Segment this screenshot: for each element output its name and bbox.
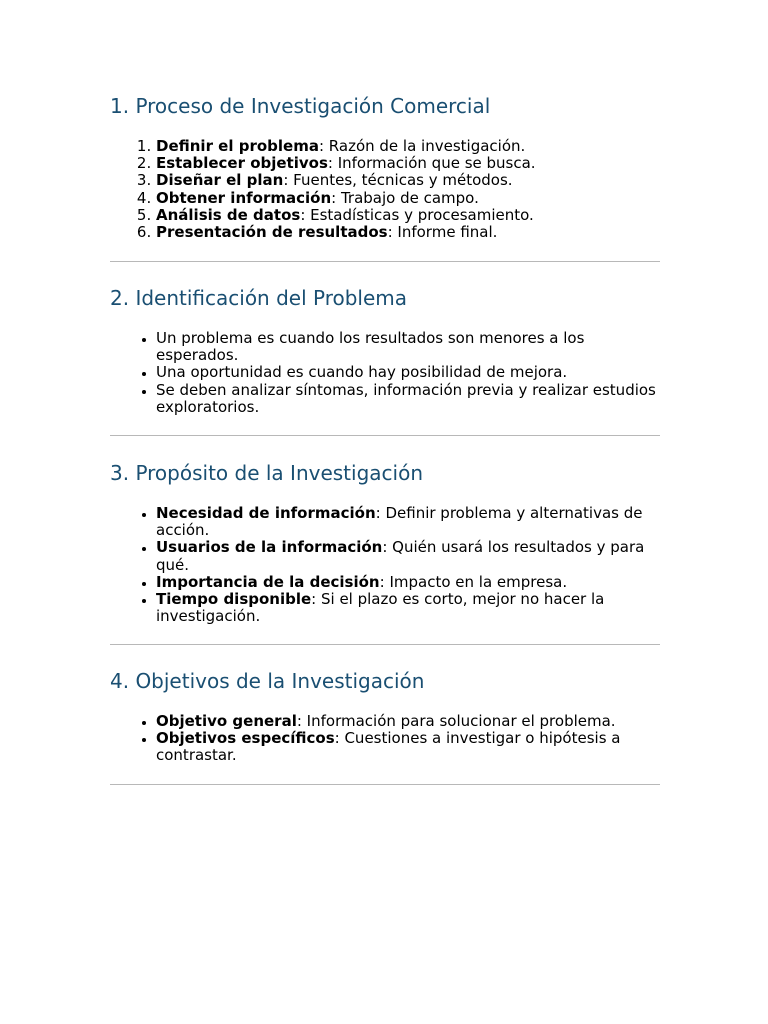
section-proceso	[110, 94, 536, 241]
item-term: Tiempo disponible	[156, 590, 312, 609]
item-text: : Informe final.	[387, 223, 498, 242]
item-term: Objetivos específicos	[156, 729, 335, 748]
ordered-list	[110, 138, 536, 241]
item-text: : Información para solucionar el problema.	[296, 712, 616, 730]
item-text: : Cuestiones a investigar o hipótesis a contrastar.	[156, 729, 621, 765]
item-text: : Impacto en la empresa.	[379, 572, 568, 591]
bullet-list	[110, 713, 660, 765]
list-item	[156, 172, 536, 189]
list-item	[156, 190, 536, 207]
list-item	[156, 224, 536, 241]
item-term: Necesidad de información	[156, 504, 376, 522]
item-term: Establecer objetivos	[156, 154, 328, 173]
section-title: 3. Propósito de la Investigación	[110, 461, 423, 485]
list-item	[156, 591, 660, 625]
section-proposito	[110, 461, 660, 625]
section-objetivos	[110, 669, 660, 765]
section-title: 2. Identificación del Problema	[110, 286, 408, 310]
bullet-list	[110, 330, 660, 416]
section-title: 1. Proceso de Investigación Comercial	[110, 94, 491, 118]
list-item	[156, 574, 660, 591]
item-text: Se deben analizar síntomas, información previa y realizar estudios exploratorios.	[156, 380, 656, 416]
section-divider	[110, 435, 660, 436]
list-item	[156, 730, 660, 764]
section-identificacion	[110, 286, 660, 416]
item-term: Análisis de datos	[156, 205, 301, 224]
item-text: : Estadísticas y procesamiento.	[300, 205, 534, 224]
item-term: Objetivo general	[156, 712, 297, 730]
list-item	[156, 207, 536, 224]
item-text: Un problema es cuando los resultados son menores a los esperados.	[156, 329, 585, 365]
item-term: Presentación de resultados	[156, 223, 388, 242]
item-text: : Quién usará los resultados y para qué.	[156, 538, 645, 574]
section-title: 4. Objetivos de la Investigación	[110, 669, 425, 693]
item-text: : Definir problema y alternativas de acción.	[156, 504, 643, 540]
item-text: : Trabajo de campo.	[331, 188, 479, 207]
item-term: Definir el problema	[156, 137, 319, 155]
section-divider	[110, 784, 660, 785]
item-term: Usuarios de la información	[156, 538, 383, 557]
list-item	[156, 539, 660, 573]
item-term: Obtener información	[156, 188, 332, 207]
item-text: Una oportunidad es cuando hay posibilidad de mejora.	[156, 363, 568, 382]
item-term: Importancia de la decisión	[156, 572, 380, 591]
list-item	[156, 505, 660, 539]
list-item	[156, 138, 536, 155]
list-item	[156, 713, 660, 730]
item-text: : Razón de la investigación.	[318, 137, 526, 155]
item-text: : Si el plazo es corto, mejor no hacer la investigación.	[156, 590, 605, 626]
item-text: : Fuentes, técnicas y métodos.	[283, 171, 513, 190]
list-item	[156, 382, 660, 416]
list-item	[156, 364, 660, 381]
list-item	[156, 330, 660, 364]
list-item	[156, 155, 536, 172]
section-divider	[110, 644, 660, 645]
bullet-list	[110, 505, 660, 625]
item-text: : Información que se busca.	[327, 154, 536, 173]
item-term: Diseñar el plan	[156, 171, 284, 190]
section-divider	[110, 261, 660, 262]
